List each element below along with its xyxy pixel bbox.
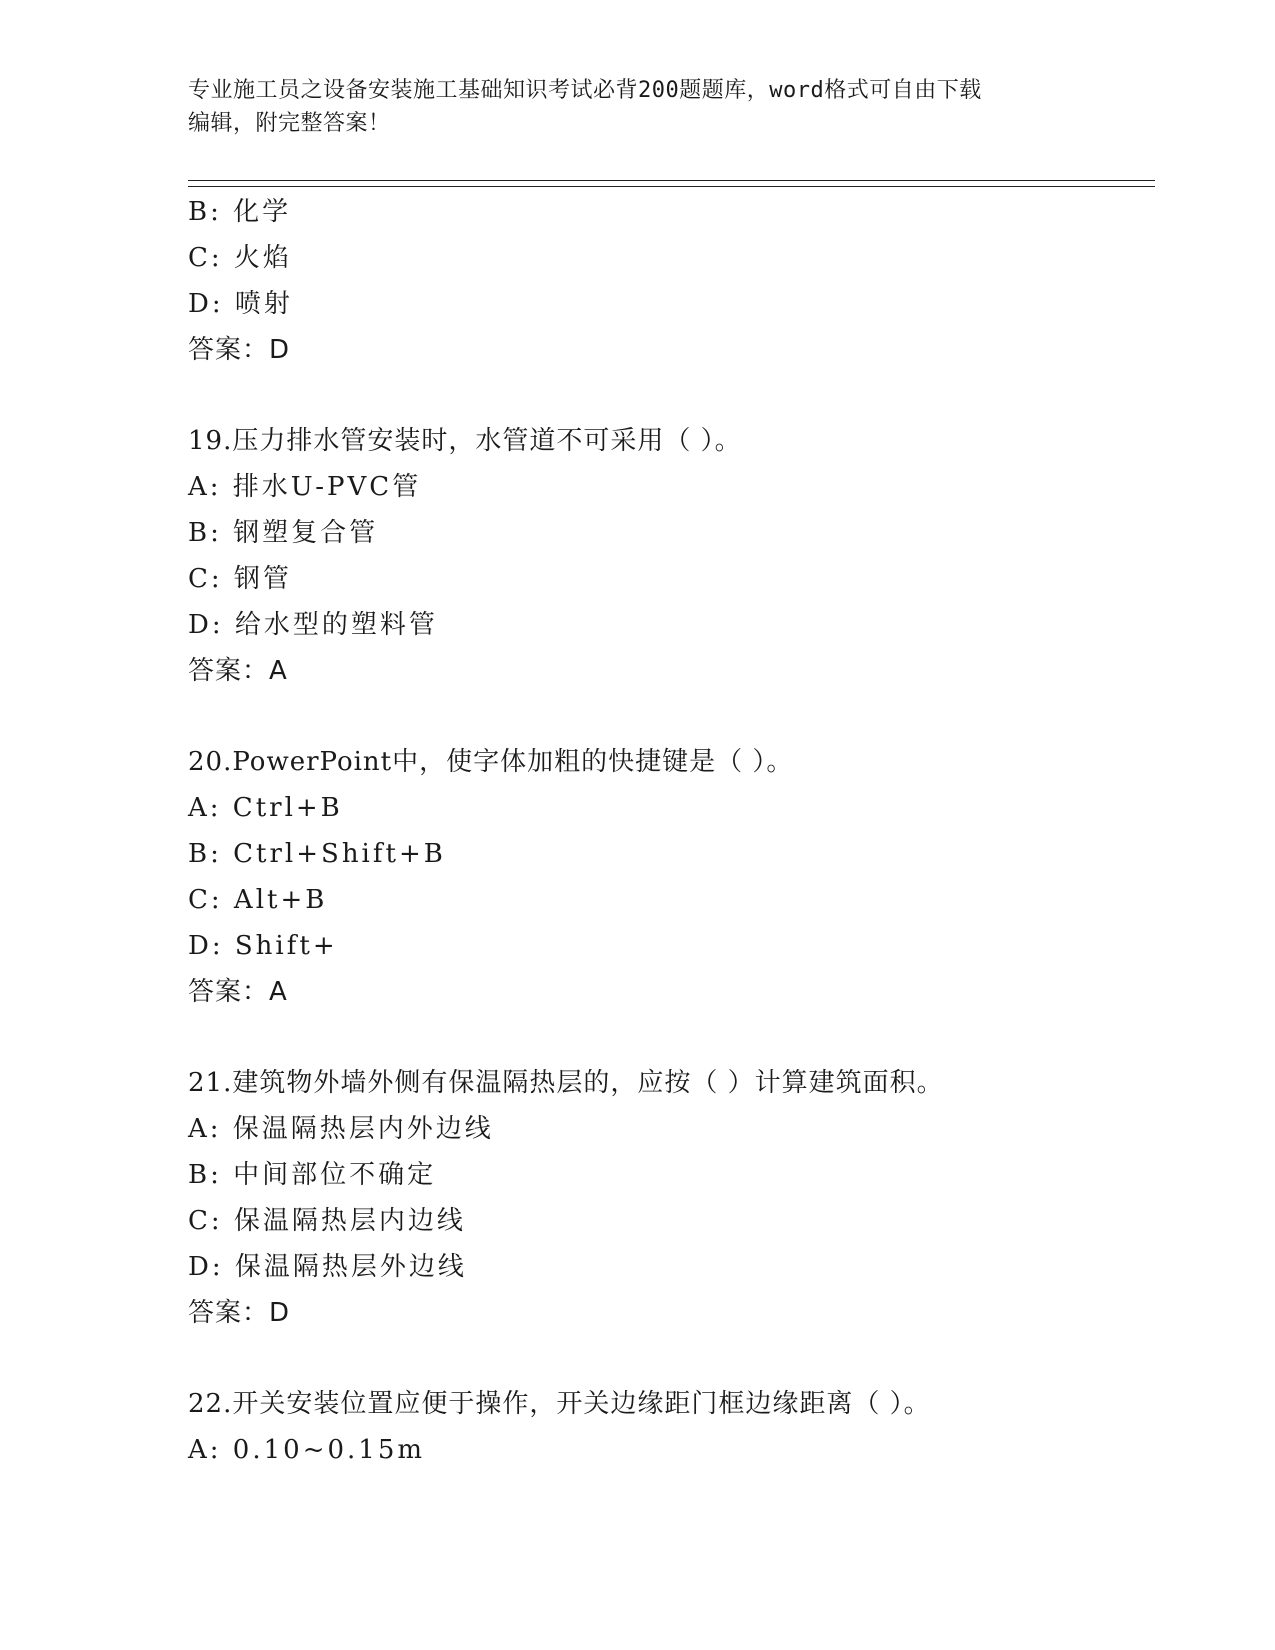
- option-c: C: 火焰: [188, 243, 292, 273]
- option-c: C: 保温隔热层内边线: [188, 1206, 466, 1236]
- option-b: B: 中间部位不确定: [188, 1160, 437, 1190]
- question-title: 20.PowerPoint中，使字体加粗的快捷键是（ ）。: [188, 747, 794, 777]
- answer-line: 答案：A: [188, 977, 288, 1007]
- option-b: B: Ctrl+Shift+B: [188, 839, 446, 869]
- answer-line: 答案：A: [188, 656, 288, 686]
- option-a: A: 保温隔热层内外边线: [188, 1114, 494, 1144]
- option-c: C: Alt+B: [188, 885, 328, 915]
- question-title: 21.建筑物外墙外侧有保温隔热层的，应按（ ）计算建筑面积。: [188, 1068, 944, 1098]
- question-20: [188, 739, 1148, 1015]
- option-b: B: 化学: [188, 197, 292, 227]
- header-divider: [188, 180, 1155, 187]
- question-title: 19.压力排水管安装时，水管道不可采用（ ）。: [188, 426, 742, 456]
- question-list: [188, 189, 1148, 1473]
- option-c: C: 钢管: [188, 564, 292, 594]
- option-b: B: 钢塑复合管: [188, 518, 379, 548]
- question-21: [188, 1060, 1148, 1336]
- option-d: D: Shift+: [188, 931, 338, 961]
- option-d: D: 喷射: [188, 289, 293, 319]
- question-title: 22.开关安装位置应便于操作，开关边缘距门框边缘距离（ ）。: [188, 1389, 931, 1419]
- question-22: [188, 1381, 1148, 1473]
- option-d: D: 保温隔热层外边线: [188, 1252, 467, 1282]
- option-d: D: 给水型的塑料管: [188, 610, 438, 640]
- answer-line: 答案：D: [188, 1298, 291, 1328]
- option-a: A: Ctrl+B: [188, 793, 343, 823]
- answer-line: 答案：D: [188, 335, 291, 365]
- header-line-1: 专业施工员之设备安装施工基础知识考试必背200题题库，word格式可自由下载: [188, 78, 982, 103]
- document-header: [188, 74, 1088, 140]
- option-a: A: 排水U-PVC管: [188, 472, 422, 502]
- question-19: [188, 418, 1148, 694]
- option-a: A: 0.10~0.15m: [188, 1435, 426, 1465]
- question-18-continuation: [188, 189, 1148, 373]
- header-line-2: 编辑，附完整答案！: [188, 111, 391, 136]
